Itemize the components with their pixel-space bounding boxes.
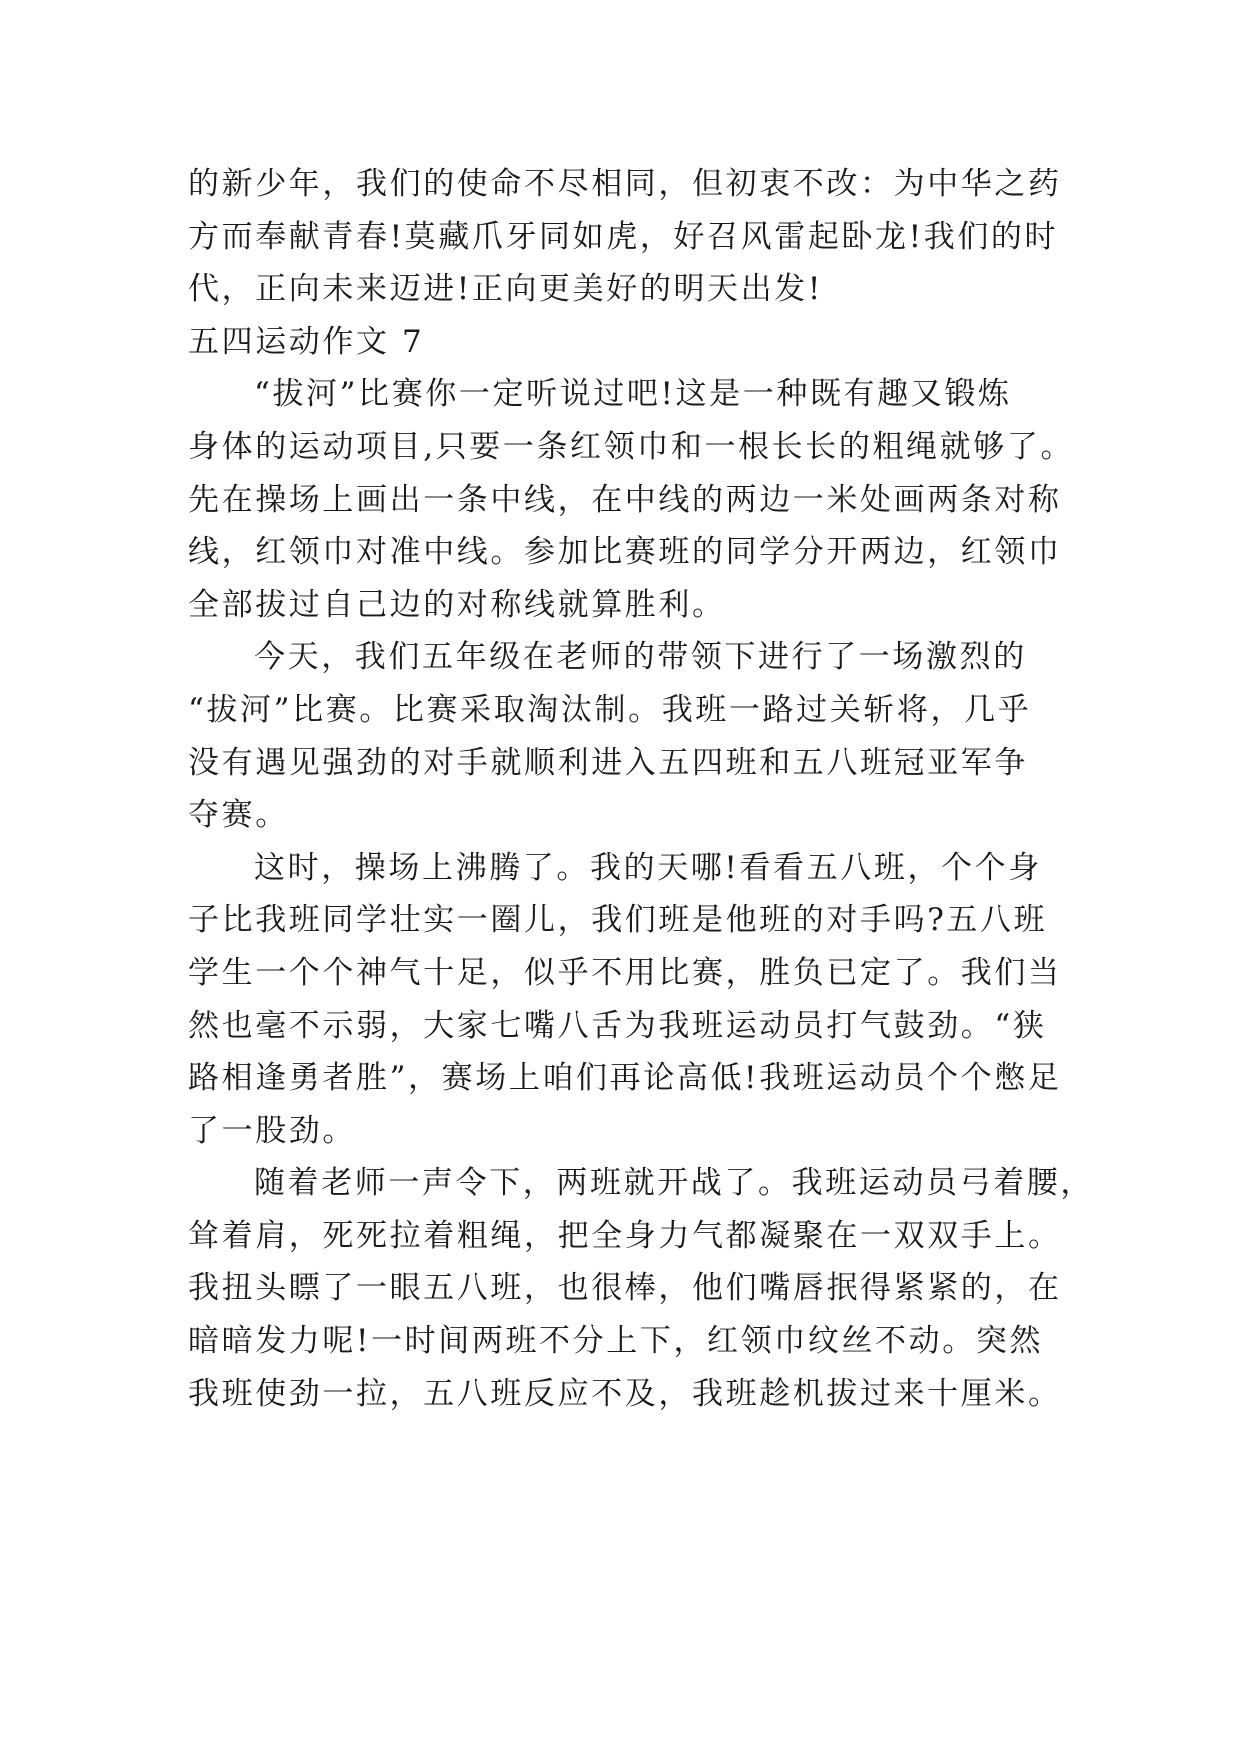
- section-heading: 五四运动作文 7: [188, 323, 425, 360]
- text-line: 然也毫不示弱，大家七嘴八舌为我班运动员打气鼓劲。“狭: [188, 1007, 1047, 1044]
- text-line: 代，正向未来迈进!正向更美好的明天出发!: [188, 271, 823, 308]
- text-line: 线，红领巾对准中线。参加比赛班的同学分开两边，红领巾: [188, 534, 1062, 571]
- text-line: 耸着肩，死死拉着粗绳，把全身力气都凝聚在一双双手上。: [188, 1217, 1062, 1254]
- text-line: 这时，操场上沸腾了。我的天哪!看看五八班，个个身: [254, 849, 1042, 886]
- text-line: 方而奉献青春!莫藏爪牙同如虎，好召风雷起卧龙!我们的时: [188, 218, 1059, 255]
- text-line: 了一股劲。: [188, 1112, 356, 1149]
- text-line: 我扭头瞟了一眼五八班，也很棒，他们嘴唇抿得紧紧的，在: [188, 1270, 1062, 1307]
- text-line: 我班使劲一拉，五八班反应不及，我班趁机拔过来十厘米。: [188, 1375, 1062, 1412]
- text-line: 今天，我们五年级在老师的带领下进行了一场激烈的: [254, 639, 1027, 676]
- text-line: 夺赛。: [188, 797, 289, 834]
- text-line: 学生一个个神气十足，似乎不用比赛，胜负已定了。我们当: [188, 954, 1062, 991]
- text-line: “拔河”比赛你一定听说过吧!这是一种既有趣又锻炼: [254, 376, 1012, 413]
- text-line: 随着老师一声令下，两班就开战了。我班运动员弓着腰，: [254, 1165, 1094, 1202]
- text-line: 暗暗发力呢!一时间两班不分上下，红领巾纹丝不动。突然: [188, 1323, 1044, 1360]
- text-line: 的新少年，我们的使命不尽相同，但初衷不改：为中华之药: [188, 166, 1062, 202]
- text-line: 路相逢勇者胜”，赛场上咱们再论高低!我班运动员个个憋足: [188, 1060, 1062, 1097]
- text-line: 全部拔过自己边的对称线就算胜利。: [188, 586, 726, 623]
- text-line: “拔河”比赛。比赛采取淘汰制。我班一路过关斩将，几乎: [188, 691, 1032, 728]
- text-line: 子比我班同学壮实一圈儿，我们班是他班的对手吗?五八班: [188, 902, 1048, 939]
- text-line: 先在操场上画出一条中线，在中线的两边一米处画两条对称: [188, 481, 1062, 518]
- document-body: [188, 158, 1094, 1420]
- text-line: 没有遇见强劲的对手就顺利进入五四班和五八班冠亚军争: [188, 744, 1028, 781]
- text-line: 身体的运动项目,只要一条红领巾和一根长长的粗绳就够了。: [188, 428, 1075, 465]
